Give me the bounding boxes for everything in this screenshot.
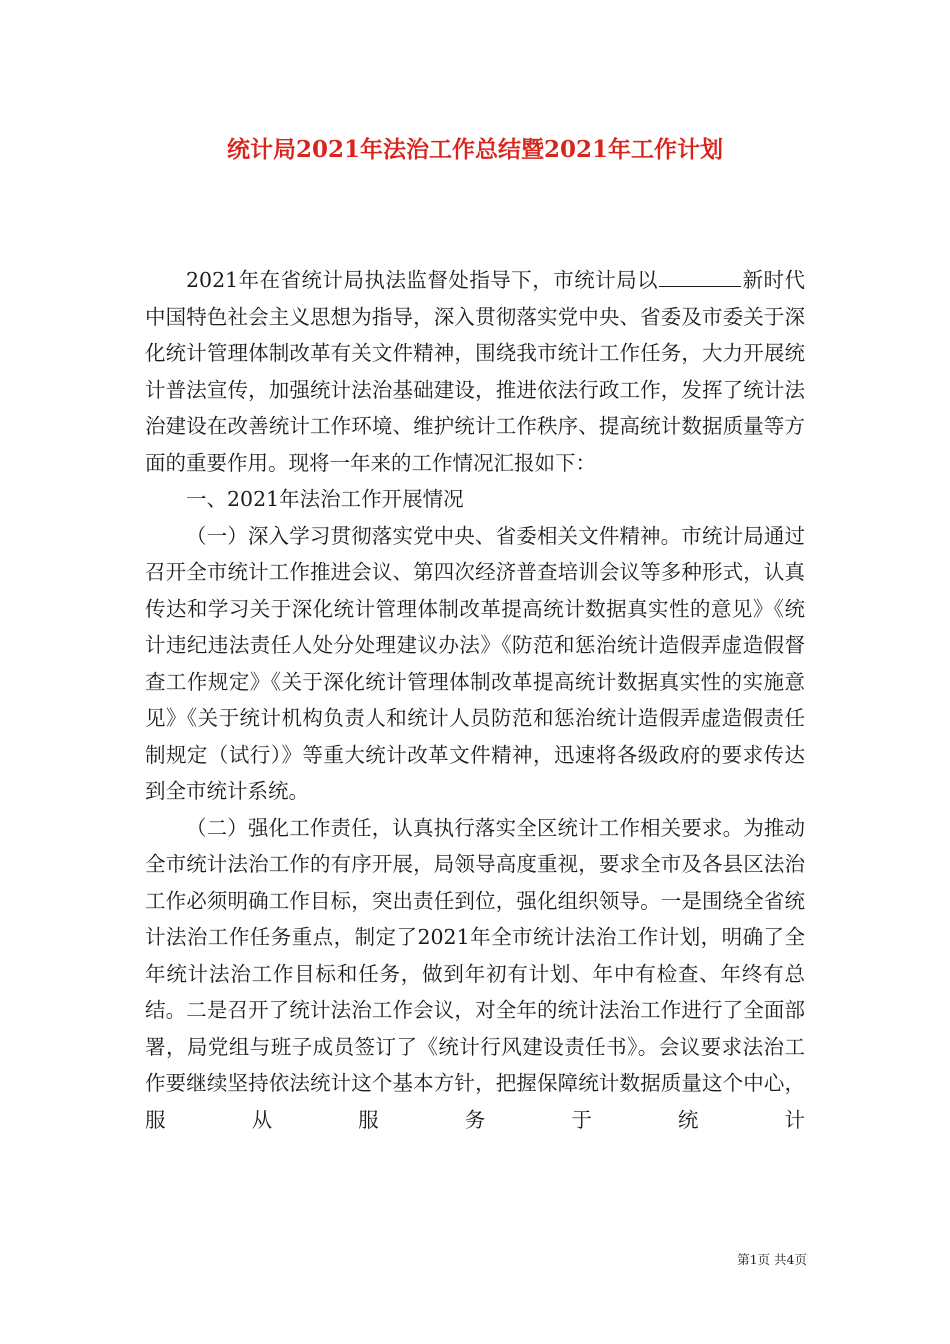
intro-paragraph bbox=[145, 262, 805, 481]
intro-text-after-blank: 新时代中国特色社会主义思想为指导，深入贯彻落实党中央、省委及市委关于深化统计管理体制改革有关文件精神，围绕我市统计工作任务，大力开展统计普法宣传，加强统计法治基础建设，推进依法行政工作，发挥了统计法治建设在改善统计工作环境、维护统计工作秩序、提高统计数据质量等方面的重要作用。现将一年来的工作情况汇报如下： bbox=[145, 268, 806, 475]
document-title: 统计局2021年法治工作总结暨2021年工作计划 bbox=[226, 136, 724, 163]
body-paragraph-2: （二）强化工作责任，认真执行落实全区统计工作相关要求。为推动全市统计法治工作的有序开展，局领导高度重视，要求全市及各县区法治工作必须明确工作目标，突出责任到位，强化组织领导。一是围绕全省统计法治工作任务重点，制定了2021年全市统计法治工作计划，明确了全年统计法治工作目标和任务，做到年初有计划、年中有检查、年终有总结。二是召开了统计法治工作会议，对全年的统计法治工作进行了全面部署，局党组与班子成员签订了《统计行风建设责任书》。会议要求法治工作要继续坚持依法统计这个基本方针，把握保障统计数据质量这个中心，服从服务于统计 bbox=[145, 815, 805, 1132]
page-number-footer: 第1页 共4页 bbox=[737, 1252, 807, 1267]
document-body bbox=[145, 262, 805, 1138]
body-paragraph-1: （一）深入学习贯彻落实党中央、省委相关文件精神。市统计局通过召开全市统计工作推进会议、第四次经济普查培训会议等多种形式，认真传达和学习关于深化统计管理体制改革提高统计数据真实性的意见》《统计违纪违法责任人处分处理建议办法》《防范和惩治统计造假弄虚造假督查工作规定》《关于深化统计管理体制改革提高统计数据真实性的实施意见》《关于统计机构负责人和统计人员防范和惩治统计造假弄虚造假责任制规定（试行）》等重大统计改革文件精神，迅速将各级政府的要求传达到全市统计系统。 bbox=[145, 523, 805, 803]
intro-text-before-blank: 2021年在省统计局执法监督处指导下，市统计局以 bbox=[186, 268, 659, 292]
section-heading: 一、2021年法治工作开展情况 bbox=[186, 487, 464, 511]
fill-in-blank bbox=[659, 264, 741, 287]
